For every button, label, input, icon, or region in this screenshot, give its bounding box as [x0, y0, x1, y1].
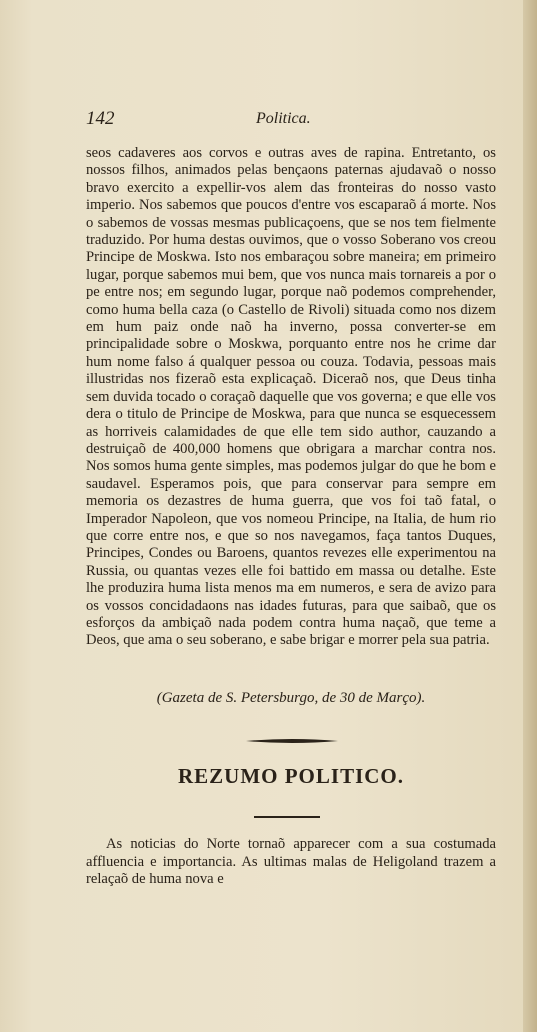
source-attribution: (Gazeta de S. Petersburgo, de 30 de Março).	[156, 690, 426, 706]
article-paragraph: seos cadaveres aos corvos e outras aves de rapina. Entretanto, os nossos filhos, animados pelas bençaons paternas ajudavaõ o nosso bravo exercito a expellir-vos alem das fronteiras do nosso vasto imperio. Nos sabemos que poucos d'entre vos escaparaõ á morte. Nos o sabemos de vossas mesmas publicaçoens, que se nos tem fielmente traduzido. Por huma destas ouvimos, que o vosso Soberano vos creou Principe de Moskwa. Isto nos embaraçou sobre maneira; em primeiro lugar, porque sabemos mui bem, que vos nunca mais tornareis a por o pe entre nos; em segundo lugar, porque naõ podemos comprehender, como huma bella caza (o Castello de Rivoli) situada como nos dizem em hum paiz onde naõ ha inverno, possa converter-se em principalidade sobre o Moskwa, porquanto entre nos he crime dar hum nome falso á qualquer pessoa ou couza. Todavia, pessoas mais illustridas nos fizeraõ esta explicaçaõ. Diceraõ nos, que Deus tinha sem duvida tocado o coraçaõ daquelle que vos governa; e que elle vos dera o titulo de Principe de Moskwa, para que nunca se esquecessem as horriveis calamidades de que elle tem sido author, cauzando a destruiçaõ de 400,000 homens que obrigara a marchar contra nos. Nos somos huma gente simples, mas podemos julgar do que he bom e saudavel. Esperamos pois, que para conservar para sempre em memoria os dezastres de huma guerra, que vos foi taõ fatal, o Imperador Napoleon, que vos nomeou Principe, na Italia, de hum rio que corre entre nos, e que so nos navegamos, faça tantos Duques, Principes, Condes ou Baroens, quantos revezes elle experimentou na Russia, ou quantas vezes elle foi battido em massa ou detalhe. Este lhe produzira huma lista menos ma em numeros, e sera de avizo para os vossos concidadaons nas idades futuras, para que saibaõ, que os esforços da ambiçaõ nada podem contra huma naçaõ, que teme a Deos, que ama o seu soberano, e sabe brigar e morrer pela sua patria.	[86, 145, 496, 649]
ornamental-divider	[246, 738, 338, 744]
section-paragraph: As noticias do Norte tornaõ apparecer com a sua costumada affluencia e importancia. As ultimas malas de Heligoland trazem a relaçaõ de huma nova e	[86, 836, 496, 888]
page-edge	[523, 0, 537, 1032]
section-title: REZUMO POLITICO.	[177, 764, 405, 788]
page-number: 142	[86, 108, 115, 129]
article-body	[86, 145, 496, 650]
title-rule	[254, 816, 320, 818]
running-head: Politica.	[256, 110, 311, 127]
page-header	[86, 108, 496, 132]
section-body	[86, 836, 496, 889]
